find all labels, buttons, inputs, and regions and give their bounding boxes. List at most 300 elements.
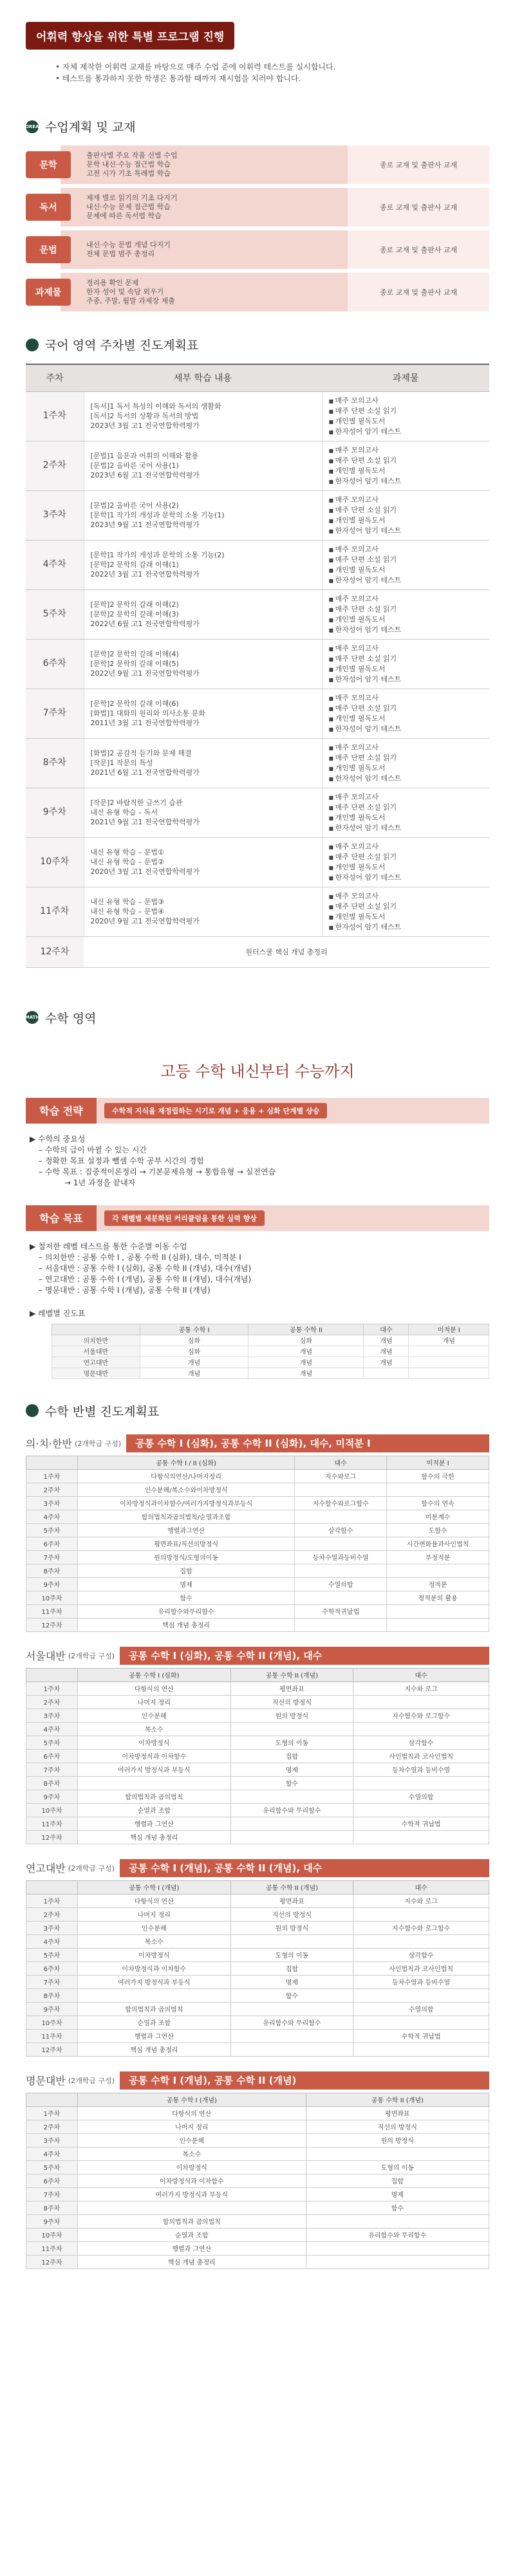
table-cell: 개념 xyxy=(140,1357,248,1367)
class-size: (2개학급 구성) xyxy=(75,1439,122,1448)
week-cell: 12주차 xyxy=(26,1618,78,1631)
week-cell: 6주차 xyxy=(26,1537,78,1550)
week-cell: 3주차 xyxy=(26,490,84,540)
table-header: 공통 수학 II xyxy=(248,1324,364,1335)
task-line: ■ 한자성어 암기 테스트 xyxy=(329,526,483,536)
plan-section-title: 수업계획 및 교재 xyxy=(45,120,136,134)
table-row xyxy=(26,2043,489,2056)
table-cell: 이차방정식 xyxy=(78,1736,231,1749)
table-row xyxy=(26,738,489,788)
table-row xyxy=(52,1367,489,1378)
content-line: [화법]2 공감적 듣기와 문제 해결 xyxy=(90,749,192,757)
week-cell: 1주차 xyxy=(26,1469,78,1483)
table-cell: 개념 xyxy=(364,1357,409,1367)
table-row xyxy=(26,1510,489,1523)
table-row xyxy=(26,2133,489,2147)
table-cell: 개념 xyxy=(364,1346,409,1357)
class-title xyxy=(26,1645,489,1667)
math-badge-icon xyxy=(26,1404,39,1417)
table-cell xyxy=(353,1934,489,1948)
summary-cell: 원터스쿨 핵심 개념 총정리 xyxy=(84,936,489,967)
class-table xyxy=(26,1668,489,1844)
content-line: 내신 유형 학습 – 문법① xyxy=(90,848,164,857)
table-row xyxy=(26,2160,489,2174)
plan-body xyxy=(61,145,348,184)
table-cell: 집합 xyxy=(230,1961,353,1975)
class-table xyxy=(26,1456,489,1632)
content-line: [문학]1 작가의 개성과 문학의 소통 기능(1) xyxy=(90,511,225,519)
week-cell: 5주차 xyxy=(26,1736,78,1749)
week-cell: 8주차 xyxy=(26,1564,78,1577)
content-line: [문학]2 문학의 갈래 이해(2) xyxy=(90,600,179,609)
table-row xyxy=(26,1736,489,1749)
list-item: – 수학의 급이 바뀔 수 있는 시간 xyxy=(39,1145,147,1154)
table-cell: 평면좌표 xyxy=(230,1682,353,1695)
math-plan-heading xyxy=(26,1402,515,1420)
table-cell xyxy=(353,1988,489,2002)
task-line: ■ 개인별 필독도서 xyxy=(329,714,483,724)
table-cell xyxy=(387,1604,489,1618)
plan-book: 종로 교재 및 출판사 교재 xyxy=(348,230,489,269)
week-cell: 2주차 xyxy=(26,2120,78,2133)
plan-line: 내신·수능 문법 개념 다지기 xyxy=(86,241,171,249)
table-cell: 이차방정식과 이차함수 xyxy=(78,1749,231,1763)
task-line: ■ 매주 모의고사 xyxy=(329,495,483,505)
table-cell xyxy=(353,1776,489,1790)
table-cell: 심화 xyxy=(248,1335,364,1346)
intro-notes xyxy=(55,61,489,84)
math-plan-title: 수학 반별 진도계획표 xyxy=(45,1404,160,1419)
table-cell: 집합 xyxy=(78,1564,295,1577)
table-cell: 행렬과 그연산 xyxy=(78,2029,231,2043)
content-cell xyxy=(84,788,322,837)
table-header xyxy=(26,1880,78,1894)
task-line: ■ 매주 단편 소설 읽기 xyxy=(329,555,483,565)
table-cell xyxy=(353,1803,489,1817)
table-cell xyxy=(295,1510,387,1523)
table-cell: 개념 xyxy=(140,1367,248,1378)
class-title xyxy=(26,1432,489,1454)
table-row xyxy=(26,2015,489,2029)
table-cell xyxy=(295,1618,387,1631)
task-line: ■ 개인별 필독도서 xyxy=(329,565,483,575)
table-row xyxy=(26,1618,489,1631)
task-line: ■ 한자성어 암기 테스트 xyxy=(329,873,483,883)
table-row xyxy=(26,1523,489,1537)
table-cell xyxy=(230,1830,353,1844)
task-cell xyxy=(322,738,489,788)
table-header: 공통 수학 I / II (심화) xyxy=(78,1456,295,1469)
table-cell: 합의법칙과곱의법칙/순열과조합 xyxy=(78,1510,295,1523)
class-size: (2개학급 구성) xyxy=(68,1651,115,1660)
header xyxy=(0,0,515,84)
task-line: ■ 개인별 필독도서 xyxy=(329,763,483,774)
table-cell: 수열의합 xyxy=(353,2002,489,2015)
content-line: 2023년 3월 고1 전국연합학력평가 xyxy=(90,422,200,430)
task-line: ■ 매주 단편 소설 읽기 xyxy=(329,654,483,664)
content-line: [문학]2 문학의 갈래 이해(5) xyxy=(90,660,179,668)
table-row xyxy=(52,1324,489,1335)
plan-tag: 문학 xyxy=(26,151,71,178)
class-name: 의·치·한반 xyxy=(26,1438,72,1450)
korean-badge-icon xyxy=(26,338,39,351)
content-line: [문학]1 작가의 개성과 문학의 소통 기능(2) xyxy=(90,551,225,559)
task-cell xyxy=(322,589,489,639)
table-cell: 명제 xyxy=(78,1577,295,1591)
table-header: 대수 xyxy=(353,1668,489,1682)
table-cell: 핵심 개념 총정리 xyxy=(78,1618,295,1631)
plan-row xyxy=(26,188,489,227)
list-item: – 정확한 목표 설정과 뺄셈 수학 공부 시간의 경험 xyxy=(39,1156,204,1165)
table-row xyxy=(26,391,489,441)
week-cell: 10주차 xyxy=(26,1591,78,1604)
table-row xyxy=(26,441,489,490)
task-line: ■ 한자성어 암기 테스트 xyxy=(329,724,483,734)
table-cell: 복소수 xyxy=(78,2147,306,2160)
task-line: ■ 한자성어 암기 테스트 xyxy=(329,476,483,486)
table-cell: 심화 xyxy=(140,1346,248,1357)
class-courses: 공통 수학 I (심화), 공통 수학 II (개념), 대수 xyxy=(120,1647,489,1665)
table-header: 공통 수학 I (개념) xyxy=(78,1880,231,1894)
table-cell: 도형의 이동 xyxy=(230,1948,353,1961)
table-cell: 심화 xyxy=(140,1335,248,1346)
table-cell: 핵심 개념 총정리 xyxy=(78,1830,231,1844)
table-row xyxy=(26,2106,489,2120)
table-cell: 도형의 이동 xyxy=(230,1736,353,1749)
table-row xyxy=(52,1335,489,1346)
list-item: – 연고대반 : 공통 수학 I (개념), 공통 수학 II (개념), 대수(개념) xyxy=(39,1274,252,1284)
table-cell xyxy=(353,2015,489,2029)
target-text: 각 레벨별 세분화된 커리큘럼을 통한 실력 향상 xyxy=(104,1210,265,1226)
week-cell: 7주차 xyxy=(26,1975,78,1988)
table-row xyxy=(26,2228,489,2241)
table-row xyxy=(26,1591,489,1604)
task-line: ■ 한자성어 암기 테스트 xyxy=(329,427,483,437)
table-cell xyxy=(306,2147,489,2160)
week-cell: 5주차 xyxy=(26,2160,78,2174)
task-line: ■ 개인별 필독도서 xyxy=(329,912,483,922)
task-cell xyxy=(322,540,489,589)
table-cell: 개념 xyxy=(248,1357,364,1367)
task-line: ■ 개인별 필독도서 xyxy=(329,515,483,526)
task-line: ■ 매주 모의고사 xyxy=(329,792,483,802)
table-cell: 지수함수와로그함수 xyxy=(295,1496,387,1510)
table-cell: 행렬과그연산 xyxy=(78,1523,295,1537)
content-line: 2020년 3월 고1 전국연합학력평가 xyxy=(90,867,200,876)
week-cell: 2주차 xyxy=(26,1483,78,1496)
task-line: ■ 개인별 필독도서 xyxy=(329,416,483,427)
table-cell: 나머지 정리 xyxy=(78,1907,231,1921)
week-cell: 2주차 xyxy=(26,441,84,490)
task-line: ■ 매주 모의고사 xyxy=(329,891,483,902)
table-cell: 등차수열과등비수열 xyxy=(295,1550,387,1564)
table-row xyxy=(26,1948,489,1961)
content-line: 2023년 6월 고1 전국연합학력평가 xyxy=(90,471,200,479)
table-cell: 유리함수와 무리함수 xyxy=(230,2015,353,2029)
week-cell: 6주차 xyxy=(26,2174,78,2187)
korean-section-title: 국어 영역 주차별 진도계획표 xyxy=(45,338,199,353)
week-cell: 5주차 xyxy=(26,1523,78,1537)
table-row xyxy=(26,1934,489,1948)
week-cell: 8주차 xyxy=(26,1988,78,2002)
page-title: 어휘력 향상을 위한 특별 프로그램 진행 xyxy=(26,22,234,50)
table-cell: 사인법칙과 코사인법칙 xyxy=(353,1961,489,1975)
math-section-title: 수학 영역 xyxy=(45,1011,97,1026)
content-line: [문법]2 올바른 국어 사용(2) xyxy=(90,501,179,510)
content-line: 2011년 3월 고1 전국연합학력평가 xyxy=(90,719,200,727)
table-cell xyxy=(230,1817,353,1830)
plan-line: 정리용 확인 문제 xyxy=(86,279,139,287)
table-header: 공통 수학 I xyxy=(140,1324,248,1335)
table-cell xyxy=(387,1618,489,1631)
plan-book: 종로 교재 및 출판사 교재 xyxy=(348,145,489,184)
target-band xyxy=(26,1205,489,1231)
list-item: ▶ 철저한 레벨 테스트를 통한 수준별 이동 수업 xyxy=(30,1241,187,1251)
table-cell: 나머지 정리 xyxy=(78,1695,231,1709)
content-cell xyxy=(84,441,322,490)
table-cell: 개념 xyxy=(248,1346,364,1357)
content-cell xyxy=(84,540,322,589)
table-row xyxy=(26,2120,489,2133)
list-item: ▶ 수학의 중요성 xyxy=(30,1134,86,1144)
class-name: 명문대반 xyxy=(26,2075,66,2087)
table-cell: 인수분해 xyxy=(78,2133,306,2147)
table-cell xyxy=(409,1346,489,1357)
task-line: ■ 매주 모의고사 xyxy=(329,396,483,406)
week-cell: 10주차 xyxy=(26,837,84,887)
table-row xyxy=(26,1709,489,1722)
table-row xyxy=(26,1537,489,1550)
table-cell: 함수 xyxy=(230,1776,353,1790)
table-row xyxy=(26,2187,489,2201)
table-cell: 복소수 xyxy=(78,1722,231,1736)
list-item: – 수학 목표 : 집중적이론정리 → 기본문제유형 → 통합유형 → 실전연습 xyxy=(39,1167,276,1176)
plan-row xyxy=(26,230,489,269)
content-line: [문학]2 문학의 갈래 이해(1) xyxy=(90,561,179,569)
table-cell: 지수와 로그 xyxy=(353,1682,489,1695)
table-row xyxy=(26,1564,489,1577)
table-header: 주차 xyxy=(26,364,84,391)
table-row xyxy=(26,1894,489,1907)
table-cell: 평면좌표 xyxy=(306,2106,489,2120)
task-cell xyxy=(322,391,489,441)
table-cell: 함수 xyxy=(78,1591,295,1604)
task-cell xyxy=(322,837,489,887)
table-cell: 삼각함수 xyxy=(353,1948,489,1961)
plan-line: 한자 성어 및 속담 외우기 xyxy=(86,288,164,296)
task-line: ■ 매주 모의고사 xyxy=(329,594,483,604)
table-row xyxy=(26,2029,489,2043)
content-line: [문법]2 올바른 국어 사용(1) xyxy=(90,461,179,470)
week-cell: 10주차 xyxy=(26,2228,78,2241)
table-cell: 다항식의 연산 xyxy=(78,1894,231,1907)
plan-body xyxy=(61,230,348,269)
week-cell: 1주차 xyxy=(26,391,84,441)
content-cell xyxy=(84,639,322,689)
week-cell: 8주차 xyxy=(26,1776,78,1790)
content-line: 2021년 9월 고1 전국연합학력평가 xyxy=(90,818,200,826)
task-line: ■ 매주 단편 소설 읽기 xyxy=(329,456,483,466)
week-cell: 2주차 xyxy=(26,1695,78,1709)
table-row xyxy=(26,1763,489,1776)
table-cell: 명제 xyxy=(230,1975,353,1988)
week-cell: 3주차 xyxy=(26,1496,78,1510)
table-row xyxy=(26,2214,489,2228)
task-line: ■ 매주 단편 소설 읽기 xyxy=(329,852,483,862)
week-cell: 9주차 xyxy=(26,2214,78,2228)
week-cell: 6주차 xyxy=(26,1749,78,1763)
table-cell: 미분계수 xyxy=(387,1510,489,1523)
task-cell xyxy=(322,490,489,540)
table-cell: 명문대반 xyxy=(52,1367,140,1378)
plan-row xyxy=(26,273,489,311)
week-cell: 8주차 xyxy=(26,2201,78,2214)
table-row xyxy=(26,1483,489,1496)
table-cell: 평면좌표/직선의방정식 xyxy=(78,1537,295,1550)
korean-section-heading xyxy=(26,336,515,353)
table-row xyxy=(26,1577,489,1591)
table-cell: 도형의 이동 xyxy=(306,2160,489,2174)
table-row xyxy=(26,887,489,936)
table-cell: 삼각함수 xyxy=(353,1736,489,1749)
table-cell xyxy=(295,1537,387,1550)
table-cell: 지수함수와 로그함수 xyxy=(353,1921,489,1934)
table-row xyxy=(26,1695,489,1709)
content-line: 2023년 9월 고1 전국연합학력평가 xyxy=(90,521,200,529)
table-cell xyxy=(353,1907,489,1921)
week-cell: 11주차 xyxy=(26,1604,78,1618)
table-cell: 수학적귀납법 xyxy=(295,1604,387,1618)
week-cell: 4주차 xyxy=(26,1510,78,1523)
table-cell: 이차방정식 xyxy=(78,1948,231,1961)
table-cell: 핵심 개념 총정리 xyxy=(78,2255,306,2268)
table-cell: 부정적분 xyxy=(387,1550,489,1564)
table-row xyxy=(26,1604,489,1618)
table-cell xyxy=(409,1357,489,1367)
task-line: ■ 한자성어 암기 테스트 xyxy=(329,774,483,784)
table-cell: 평면좌표 xyxy=(230,1894,353,1907)
table-row xyxy=(26,788,489,837)
plan-line: 주중, 주말, 월말 과제장 제출 xyxy=(86,297,175,305)
table-row xyxy=(26,1817,489,1830)
table-row xyxy=(26,2147,489,2160)
table-cell: 함수 xyxy=(230,1988,353,2002)
table-cell: 시간변화율과사인법칙 xyxy=(387,1537,489,1550)
plan-tag: 독서 xyxy=(26,194,71,221)
class-name: 서울대반 xyxy=(26,1650,66,1662)
table-cell: 도함수 xyxy=(387,1523,489,1537)
task-line: ■ 매주 단편 소설 읽기 xyxy=(329,703,483,714)
strategy-tag: 학습 전략 xyxy=(26,1098,97,1124)
table-cell: 원의 방정식 xyxy=(306,2133,489,2147)
table-cell: 원의 방정식 xyxy=(230,1709,353,1722)
task-line: ■ 매주 모의고사 xyxy=(329,842,483,852)
table-header: 공통 수학 I (개념) xyxy=(78,2093,306,2106)
content-line: 내신 유형 학습 – 문법② xyxy=(90,858,164,866)
table-row xyxy=(26,2093,489,2106)
week-cell: 2주차 xyxy=(26,1907,78,1921)
plan-tag: 과제물 xyxy=(26,279,71,306)
content-cell xyxy=(84,490,322,540)
task-line: ■ 매주 단편 소설 읽기 xyxy=(329,505,483,515)
task-line: ■ 매주 단편 소설 읽기 xyxy=(329,406,483,416)
content-line: 2021년 6월 고1 전국연합학력평가 xyxy=(90,768,200,777)
week-cell: 9주차 xyxy=(26,2002,78,2015)
week-cell: 5주차 xyxy=(26,1948,78,1961)
content-line: [작문]1 작문의 특성 xyxy=(90,759,153,767)
table-header: 공통 수학 II (개념) xyxy=(230,1668,353,1682)
table-header: 세부 학습 내용 xyxy=(84,364,322,391)
task-line: ■ 매주 단편 소설 읽기 xyxy=(329,802,483,813)
table-row xyxy=(26,1830,489,1844)
class-courses: 공통 수학 I (심화), 공통 수학 II (심화), 대수, 미적분 I xyxy=(126,1434,489,1452)
table-row xyxy=(26,1749,489,1763)
table-cell: 행렬과 그연산 xyxy=(78,1817,231,1830)
content-line: [문학]2 문학의 갈래 이해(3) xyxy=(90,610,179,618)
table-row xyxy=(26,1961,489,1975)
list-item: – 서울대반 : 공통 수학 I (심화), 공통 수학 II (개념), 대수(개념) xyxy=(39,1263,252,1273)
table-cell: 다항식의 연산 xyxy=(78,2106,306,2120)
table-cell: 지수함수와 로그함수 xyxy=(353,1709,489,1722)
task-cell xyxy=(322,639,489,689)
week-cell: 11주차 xyxy=(26,2029,78,2043)
table-row xyxy=(52,1346,489,1357)
week-cell: 12주차 xyxy=(26,2255,78,2268)
plan-list xyxy=(26,145,489,311)
intro-note: • 자체 제작한 어휘력 교재를 바탕으로 매주 수업 준에 어휘력 테스트를 실시합니다. xyxy=(55,61,489,73)
table-cell xyxy=(295,1591,387,1604)
table-cell: 이차방정식 xyxy=(78,2160,306,2174)
table-cell: 순열과 조합 xyxy=(78,2228,306,2241)
target-tag: 학습 목표 xyxy=(26,1205,97,1231)
intro-note: • 테스트를 통과하지 못한 학생은 통과할 때까지 재시험을 치러야 합니다. xyxy=(55,73,489,84)
table-cell: 개념 xyxy=(364,1335,409,1346)
task-line: ■ 매주 모의고사 xyxy=(329,644,483,654)
table-cell: 지수와 로그 xyxy=(353,1894,489,1907)
class-title xyxy=(26,1857,489,1879)
table-cell xyxy=(230,1934,353,1948)
table-cell: 의치한반 xyxy=(52,1335,140,1346)
plan-line: 전체 문법 범주 총정리 xyxy=(86,250,155,258)
table-cell: 집합 xyxy=(306,2174,489,2187)
task-line: ■ 매주 모의고사 xyxy=(329,544,483,555)
content-cell xyxy=(84,689,322,738)
task-line: ■ 매주 단편 소설 읽기 xyxy=(329,604,483,615)
content-line: [문법]1 음운과 어휘의 이해와 활용 xyxy=(90,452,199,460)
table-cell: 직선의 방정식 xyxy=(230,1907,353,1921)
week-cell: 1주차 xyxy=(26,1682,78,1695)
table-cell: 나머지 정리 xyxy=(78,2120,306,2133)
table-cell: 개념 xyxy=(248,1367,364,1378)
table-cell xyxy=(353,1722,489,1736)
strategy-text: 수학적 지식을 재정립하는 시기로 개념 + 응용 + 심화 단계별 상승 xyxy=(104,1103,327,1118)
table-row xyxy=(26,1496,489,1510)
week-cell: 9주차 xyxy=(26,788,84,837)
table-cell: 복소수 xyxy=(78,1934,231,1948)
content-cell xyxy=(84,391,322,441)
table-cell: 수학적 귀납법 xyxy=(353,2029,489,2043)
week-cell: 3주차 xyxy=(26,1709,78,1722)
week-cell: 12주차 xyxy=(26,2043,78,2056)
table-cell xyxy=(306,2241,489,2255)
class-plans xyxy=(0,1432,515,2269)
content-line: [문학]2 문학의 갈래 이해(6) xyxy=(90,700,179,708)
table-header xyxy=(26,1668,78,1682)
table-header xyxy=(26,1456,78,1469)
table-header: 공통 수학 II (개념) xyxy=(306,2093,489,2106)
content-line: [작문]2 바람직한 글쓰기 습관 xyxy=(90,799,183,807)
plan-line: 고전 시가 기초 특례법 학습 xyxy=(86,169,171,178)
